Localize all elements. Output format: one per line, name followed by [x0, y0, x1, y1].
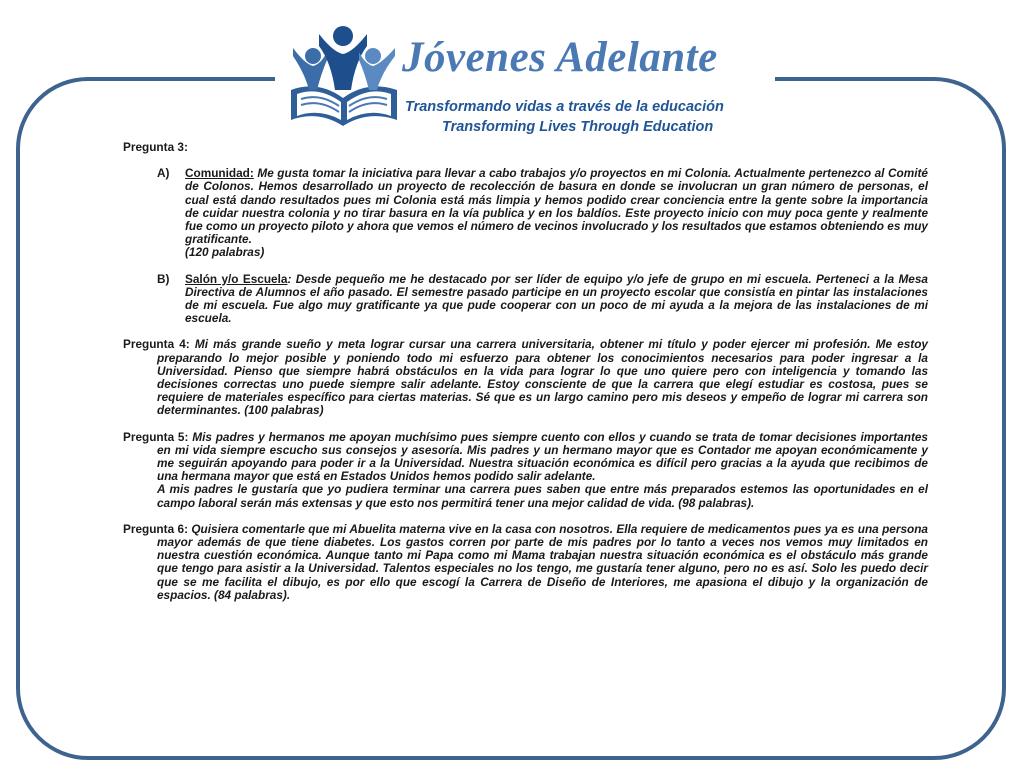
pregunta-5-text-2: A mis padres le gustaría que yo pudiera terminar una carrera pues saben que entre más preparados estemos las oportunidades en el campo laboral serán más extensas y que esto nos permitirá tener una mejor calidad de vida.: [157, 482, 928, 510]
section-text: : Desde pequeño me he destacado por ser líder de equipo y/o jefe de grupo en mi escuela. Perteneci a la Mesa Directiva de Alumnos el año pasado. El semestre pasado participe en un proyecto escolar que consistía en pintar las instalaciones de mi escuela. Fue algo muy gratificante ya que pude cooperar con un poco de mi ayuda a la mejora de las instalaciones de mi escuela.: [185, 271, 928, 326]
section-label: Salón y/o Escuela: [185, 271, 288, 286]
section-text: Me gusta tomar la iniciativa para llevar a cabo trabajos y/o proyectos en mi Colonia. Actualmente pertenezco al Comité de Colonos. Hemos desarrollado un proyecto de recolección de basura en donde se involucran un gran número de personas, el cual está dando resultados pues mi Colonia está más limpia y hemos podido crear conciencia entre la gente sobre la importancia de cuidar nuestra colonia y no tirar basura en la vía publica y en los baldíos. Este proyecto inicio con muy poca gente y realmente fue como un proyecto piloto y ahora que vemos el número de vecinos involucrado y los resultados que estamos obteniendo es muy gratificante.: [185, 166, 928, 247]
pregunta-4-text: Mi más grande sueño y meta lograr cursar una carrera universitaria, obtener mi título y poder ejercer mi profesión. Me estoy preparando lo mejor posible y poniendo todo mi esfuerzo para obtener los conocimientos necesarios para poder ingresar a la Universidad. Pienso que siempre habrá obstáculos en la vida para lograr lo que uno quiere pero con inteligencia y tomando las decisiones correctas uno puede siempre salir adelante. Estoy consciente de que la carrera que elegí estudiar es costosa, pues se requiere de materiales específico para ciertas materias. Sé que es un largo camino pero mis deseos y empeño de lograr mi carrera son determinantes. (100 palabras): [157, 337, 928, 418]
word-count: (120 palabras): [185, 245, 265, 260]
pregunta-6: [123, 523, 928, 602]
pregunta-6-heading: Pregunta 6:: [123, 521, 188, 536]
pregunta-5: [123, 431, 928, 510]
logo-subtitle-english: Transforming Lives Through Education: [442, 119, 714, 135]
pregunta-5-heading: Pregunta 5:: [123, 429, 189, 444]
pregunta-5-text: Mis padres y hermanos me apoyan muchísimo pues siempre cuento con ellos y cuando se trata de tomar decisiones importantes en mi vida siempre escucho sus consejos y asesoría. Mis padres y un hermano mayor que es Contador me apoyan económicamente y me seguirán apoyando para poder ir a la Universidad. Nuestra situación económica es difícil pero gracias a la ayuda que recibimos de una hermana mayor que está en Estados Unidos hemos podido salir adelante.: [157, 429, 928, 484]
pregunta-3-heading: Pregunta 3:: [123, 140, 188, 154]
pregunta-6-text: Quisiera comentarle que mi Abuelita materna vive en la casa con nosotros. Ella requiere de medicamentos pues ya es una persona mayor además de que tiene diabetes. Los gastos corren por parte de mis padres por lo tanto a veces nos vemos muy limitados en nuestra cuestión económica. Aunque tanto mi Papa como mi Mama trabajan nuestra situación económica es el obstáculo más grande que tengo para asistir a la Universidad. Talentos especiales no los tengo, me gustaría tener alguno, pero no es así. Solo les puedo decir que se me facilita el dibujo, es por ello que escogí la Carrera de Diseño de Interiores, me apasiona el dibujo y la organización de espacios. (84 palabras).: [157, 521, 928, 602]
logo-subtitle-spanish: Transformando vidas a través de la educación: [405, 99, 724, 115]
logo: [275, 18, 775, 136]
pregunta-3-section-a: [123, 167, 928, 259]
pregunta-3-section-b: [123, 273, 928, 326]
pregunta-4-heading: Pregunta 4:: [123, 337, 190, 352]
people-book-logo-icon: [283, 20, 405, 132]
section-letter: A): [157, 166, 170, 181]
section-label: Comunidad:: [185, 166, 254, 181]
pregunta-4: [123, 338, 928, 417]
essay-content: [123, 141, 928, 614]
section-letter: B): [157, 271, 170, 286]
word-count: (98 palabras).: [678, 495, 755, 510]
logo-title: Jóvenes Adelante: [402, 34, 718, 81]
